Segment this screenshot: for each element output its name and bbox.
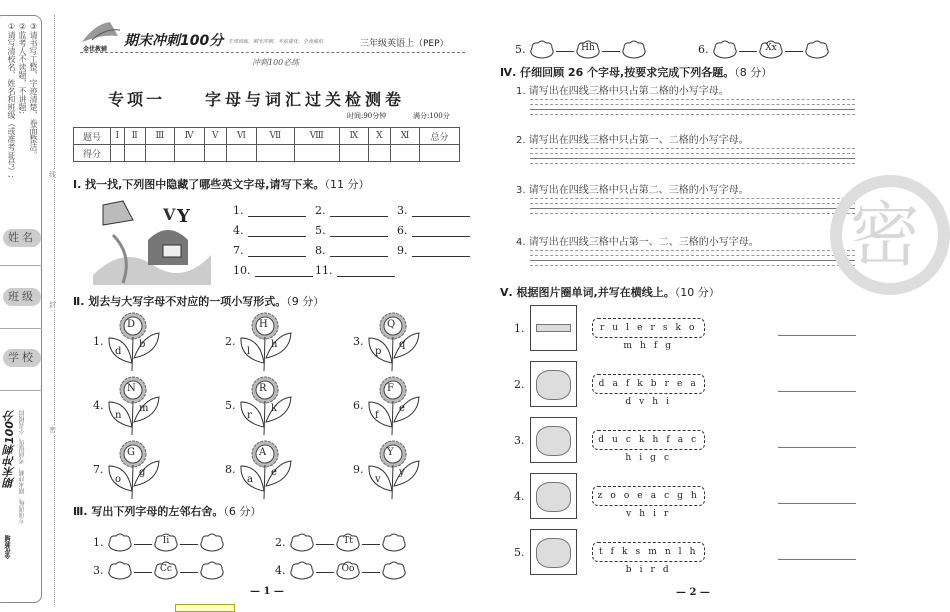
right-neighbor-cloud[interactable] — [804, 40, 830, 64]
header-divider — [80, 52, 465, 53]
flower-number: 7. — [93, 463, 104, 476]
seal-char: 封 — [49, 301, 56, 309]
connector-line — [134, 572, 152, 573]
flower-number: 3. — [353, 335, 364, 348]
score-cell[interactable] — [294, 145, 339, 162]
connector-line — [180, 544, 198, 545]
answer-number: 6. — [397, 224, 408, 237]
leaf-lowercase-right[interactable]: g — [139, 467, 146, 478]
leaf-lowercase-right[interactable]: h — [271, 339, 278, 350]
leaf-lowercase-left[interactable]: v — [375, 474, 381, 485]
page-number: — 1 — — [250, 586, 284, 597]
score-cell[interactable] — [368, 145, 390, 162]
bread-picture-icon — [530, 361, 577, 407]
rules-3: ③请书写工整，字迹清楚，卷面整洁。 — [29, 22, 38, 159]
section-title-text: Ⅳ. 仔细回顾 26 个字母,按要求完成下列各题。 — [500, 66, 735, 79]
leaf-lowercase-right[interactable]: e — [399, 403, 405, 414]
word-number: 3. — [514, 434, 525, 447]
exam-title: 字母与词汇过关检测卷 — [205, 90, 406, 109]
flower-uppercase: Y — [387, 447, 394, 458]
flower-uppercase: A — [259, 447, 267, 458]
duck-picture-icon — [530, 417, 577, 463]
neighbor-number: 5. — [515, 43, 526, 56]
score-cell[interactable] — [174, 145, 204, 162]
four-line-grid[interactable] — [530, 148, 855, 168]
connector-line — [134, 544, 152, 545]
flower-uppercase: Q — [387, 319, 396, 330]
answer-number: 4. — [233, 224, 244, 237]
four-line-grid[interactable] — [530, 250, 855, 270]
score-header-cell: Ⅹ — [368, 128, 390, 145]
seal-line — [54, 15, 55, 605]
ruler-picture-icon — [530, 305, 577, 351]
score-header-cell: Ⅸ — [339, 128, 368, 145]
left-neighbor-cloud[interactable] — [712, 40, 738, 64]
right-neighbor-cloud[interactable] — [199, 561, 225, 585]
leaf-lowercase-right[interactable]: m — [139, 403, 149, 414]
left-neighbor-cloud[interactable] — [289, 561, 315, 585]
score-cell[interactable] — [204, 145, 226, 162]
score-cell[interactable] — [339, 145, 368, 162]
score-header-cell: 总分 — [420, 128, 460, 145]
school-field[interactable]: 学校 — [3, 349, 41, 367]
connector-line — [602, 51, 620, 52]
section3-title — [73, 503, 261, 519]
score-cell[interactable] — [420, 145, 460, 162]
cloud-letter: Ii — [162, 536, 170, 546]
rules-2: ②监考人不读题，不讲题; — [18, 22, 27, 114]
leaf-lowercase-right[interactable]: q — [399, 339, 406, 350]
answer-number: 3. — [397, 204, 408, 217]
letter-string-box[interactable]: z o o e a c g h v h i r — [592, 486, 705, 506]
flower-number: 6. — [353, 399, 364, 412]
answer-number: 1. — [233, 204, 244, 217]
flower-number: 2. — [225, 335, 236, 348]
question-text: 3. 请写出在四线三格中只占第二、三格的小写字母。 — [516, 185, 749, 196]
leaf-lowercase-right[interactable]: e — [271, 467, 277, 478]
answer-blank[interactable] — [248, 256, 306, 257]
svg-text:Y: Y — [177, 206, 190, 227]
leaf-lowercase-left[interactable]: o — [115, 474, 122, 485]
series-title: 期末冲刺100分 — [124, 33, 224, 49]
cloud-letter: Hh — [581, 43, 595, 53]
answer-number: 9. — [397, 244, 408, 257]
left-neighbor-cloud[interactable] — [529, 40, 555, 64]
section-points: （9 分） — [286, 295, 325, 308]
left-neighbor-cloud[interactable] — [289, 533, 315, 557]
cloud-letter: Oo — [341, 564, 355, 574]
flower-number: 9. — [353, 463, 364, 476]
picture-placeholder — [536, 482, 571, 512]
connector-line — [180, 572, 198, 573]
score-header-cell: Ⅶ — [256, 128, 294, 145]
sidebar-logo-brand: 金优教辅 — [5, 535, 12, 559]
answer-number: 5. — [315, 224, 326, 237]
answer-number: 11. — [315, 264, 333, 277]
picture-placeholder — [536, 324, 571, 332]
four-line-grid[interactable] — [530, 198, 855, 218]
book-logo-icon — [80, 20, 125, 44]
connector-line — [316, 572, 334, 573]
section-points: （11 分） — [324, 178, 370, 191]
section-points: （8 分） — [734, 66, 773, 79]
section1-title — [73, 176, 369, 192]
answer-blank[interactable] — [412, 256, 470, 257]
answer-blank[interactable] — [412, 236, 470, 237]
section-points: （10 分） — [674, 286, 720, 299]
left-neighbor-cloud[interactable] — [107, 561, 133, 585]
sidebar-logo-title: 期末冲刺100分 — [3, 410, 16, 488]
leaf-lowercase-left[interactable]: f — [375, 410, 379, 421]
section-points: （6 分） — [223, 505, 262, 518]
answer-number: 8. — [315, 244, 326, 257]
word-number: 1. — [514, 322, 525, 335]
question-text: 2. 请写出在四线三格中只占第一、二格的小写字母。 — [516, 135, 749, 146]
series-slogan: 专项训练、期末冲刺、考前提优、全真模拟 — [228, 39, 324, 45]
flower-uppercase: D — [127, 319, 136, 330]
right-neighbor-cloud[interactable] — [621, 40, 647, 64]
flower-uppercase: N — [127, 383, 136, 394]
answer-number: 10. — [233, 264, 251, 277]
flower-uppercase: F — [387, 383, 394, 394]
answer-blank[interactable] — [330, 256, 388, 257]
leaf-lowercase-right[interactable]: k — [271, 403, 278, 414]
answer-blank[interactable] — [248, 216, 306, 217]
flower-uppercase: G — [127, 447, 135, 458]
connector-line — [316, 544, 334, 545]
confidential-stamp: 密 — [830, 175, 950, 295]
leaf-lowercase-left[interactable]: l — [247, 346, 251, 357]
seal-char: 线 — [49, 171, 56, 179]
answer-line[interactable] — [778, 559, 856, 560]
page-number: — 2 — — [676, 587, 710, 598]
right-neighbor-cloud[interactable] — [199, 533, 225, 557]
grid-line — [530, 213, 855, 218]
connector-line — [785, 51, 803, 52]
answer-blank[interactable] — [255, 276, 313, 277]
letter-string-box[interactable]: d u c k h f a c h i g c — [592, 430, 705, 450]
cloud-letter: Cc — [160, 564, 172, 574]
answer-line[interactable] — [778, 503, 856, 504]
grid-line — [530, 163, 855, 168]
score-header-cell: 题号 — [74, 128, 111, 145]
neighbor-number: 1. — [93, 536, 104, 549]
leaf-lowercase-left[interactable]: p — [375, 346, 382, 357]
section-title-text: Ⅴ. 根据图片圈单词,并写在横线上。 — [500, 286, 675, 299]
score-table-score-row — [74, 145, 460, 162]
section-title-text: Ⅰ. 找一找,下列图中隐藏了哪些英文字母,请写下来。 — [73, 178, 325, 191]
score-header-cell: Ⅲ — [145, 128, 174, 145]
score-cell[interactable] — [145, 145, 174, 162]
score-header-cell: Ⅺ — [390, 128, 419, 145]
answer-blank[interactable] — [248, 236, 306, 237]
connector-line — [362, 544, 380, 545]
zoo-picture-icon — [530, 473, 577, 519]
right-neighbor-cloud[interactable] — [381, 533, 407, 557]
score-header-cell: Ⅷ — [294, 128, 339, 145]
score-header-cell: Ⅰ — [111, 128, 125, 145]
seal-char: 密 — [49, 426, 56, 434]
flower-uppercase: R — [259, 383, 267, 394]
score-cell[interactable] — [124, 145, 145, 162]
grid-line — [530, 114, 855, 119]
score-header-cell: Ⅴ — [204, 128, 226, 145]
word-number: 5. — [514, 546, 525, 559]
neighbor-number: 4. — [275, 564, 286, 577]
section-title-text: Ⅲ. 写出下列字母的左邻右舍。 — [73, 505, 224, 518]
word-number: 2. — [514, 378, 525, 391]
answer-blank[interactable] — [412, 216, 470, 217]
section2-title — [73, 293, 324, 309]
letter-string-box[interactable]: t f k s m n l h b i r d — [592, 542, 705, 562]
leaf-lowercase-right[interactable]: y — [399, 467, 405, 478]
cloud-letter: Tt — [343, 536, 353, 546]
neighbor-number: 6. — [698, 43, 709, 56]
header-subtitle: 冲刺100必练 — [252, 58, 300, 67]
connector-line — [739, 51, 757, 52]
divider — [0, 265, 42, 266]
answer-blank[interactable] — [330, 216, 388, 217]
four-line-grid[interactable] — [530, 99, 855, 119]
section4-title — [500, 64, 772, 80]
answer-line[interactable] — [778, 391, 856, 392]
score-table-header-row — [74, 128, 460, 145]
cloud-letter: Xx — [765, 43, 777, 53]
score-row-label: 得分 — [74, 145, 111, 162]
answer-blank[interactable] — [337, 276, 395, 277]
word-number: 4. — [514, 490, 525, 503]
score-table — [73, 127, 460, 162]
picture-placeholder — [536, 370, 571, 400]
name-field[interactable]: 姓名 — [3, 229, 41, 247]
exam-full-score: 满分:100分 — [413, 112, 450, 120]
bird-picture-icon — [530, 529, 577, 575]
flower-number: 8. — [225, 463, 236, 476]
flower-number: 4. — [93, 399, 104, 412]
divider — [0, 390, 42, 391]
leaf-lowercase-left[interactable]: d — [115, 346, 122, 357]
highlight-box — [175, 604, 235, 612]
flower-number: 1. — [93, 335, 104, 348]
connector-line — [556, 51, 574, 52]
neighbor-number: 2. — [275, 536, 286, 549]
answer-number: 2. — [315, 204, 326, 217]
answer-line[interactable] — [778, 335, 856, 336]
flower-uppercase: H — [259, 319, 268, 330]
neighbor-number: 3. — [93, 564, 104, 577]
grid-line — [530, 265, 855, 270]
connector-line — [362, 572, 380, 573]
score-cell[interactable] — [226, 145, 256, 162]
score-header-cell: Ⅱ — [124, 128, 145, 145]
score-header-cell: Ⅵ — [226, 128, 256, 145]
section-title-text: Ⅱ. 划去与大写字母不对应的一项小写形式。 — [73, 295, 287, 308]
leaf-lowercase-left[interactable]: r — [247, 410, 252, 421]
picture-placeholder — [536, 426, 571, 456]
class-field[interactable]: 班级 — [3, 288, 41, 306]
section5-title — [500, 284, 720, 300]
score-cell[interactable] — [390, 145, 419, 162]
leaf-lowercase-left[interactable]: n — [115, 410, 122, 421]
brand-name: 金优教辅 — [83, 46, 108, 53]
sidebar-logo-slogan: 专项训练、期末冲刺、考前提优、全真模拟 — [19, 410, 26, 524]
divider — [0, 328, 42, 329]
answer-number: 7. — [233, 244, 244, 257]
leaf-lowercase-right[interactable]: b — [139, 339, 146, 350]
hidden-letters-picture — [93, 195, 211, 285]
picture-placeholder — [536, 538, 571, 568]
svg-text:V: V — [163, 205, 176, 224]
answer-line[interactable] — [778, 447, 856, 448]
leaf-lowercase-left[interactable]: a — [247, 474, 253, 485]
right-neighbor-cloud[interactable] — [381, 561, 407, 585]
exam-time: 时间:90分钟 — [347, 112, 387, 120]
score-header-cell: Ⅳ — [174, 128, 204, 145]
answer-blank[interactable] — [330, 236, 388, 237]
score-cell[interactable] — [111, 145, 125, 162]
letter-string-box[interactable]: r u l e r s k o m h f g — [592, 318, 705, 338]
grade-label: 三年级英语上（PEP） — [360, 39, 449, 49]
flower-number: 5. — [225, 399, 236, 412]
question-text: 4. 请写出在四线三格中占第一、二、三格的小写字母。 — [516, 237, 759, 248]
score-cell[interactable] — [256, 145, 294, 162]
exam-title-prefix: 专项一 — [108, 90, 166, 109]
letter-string-box[interactable]: d a f k b r e a d v h i — [592, 374, 705, 394]
left-neighbor-cloud[interactable] — [107, 533, 133, 557]
rules-1: ①请写清校名、姓名和班级（或准考证号）; — [7, 22, 16, 178]
question-text: 1. 请写出在四线三格中只占第二格的小写字母。 — [516, 86, 729, 97]
